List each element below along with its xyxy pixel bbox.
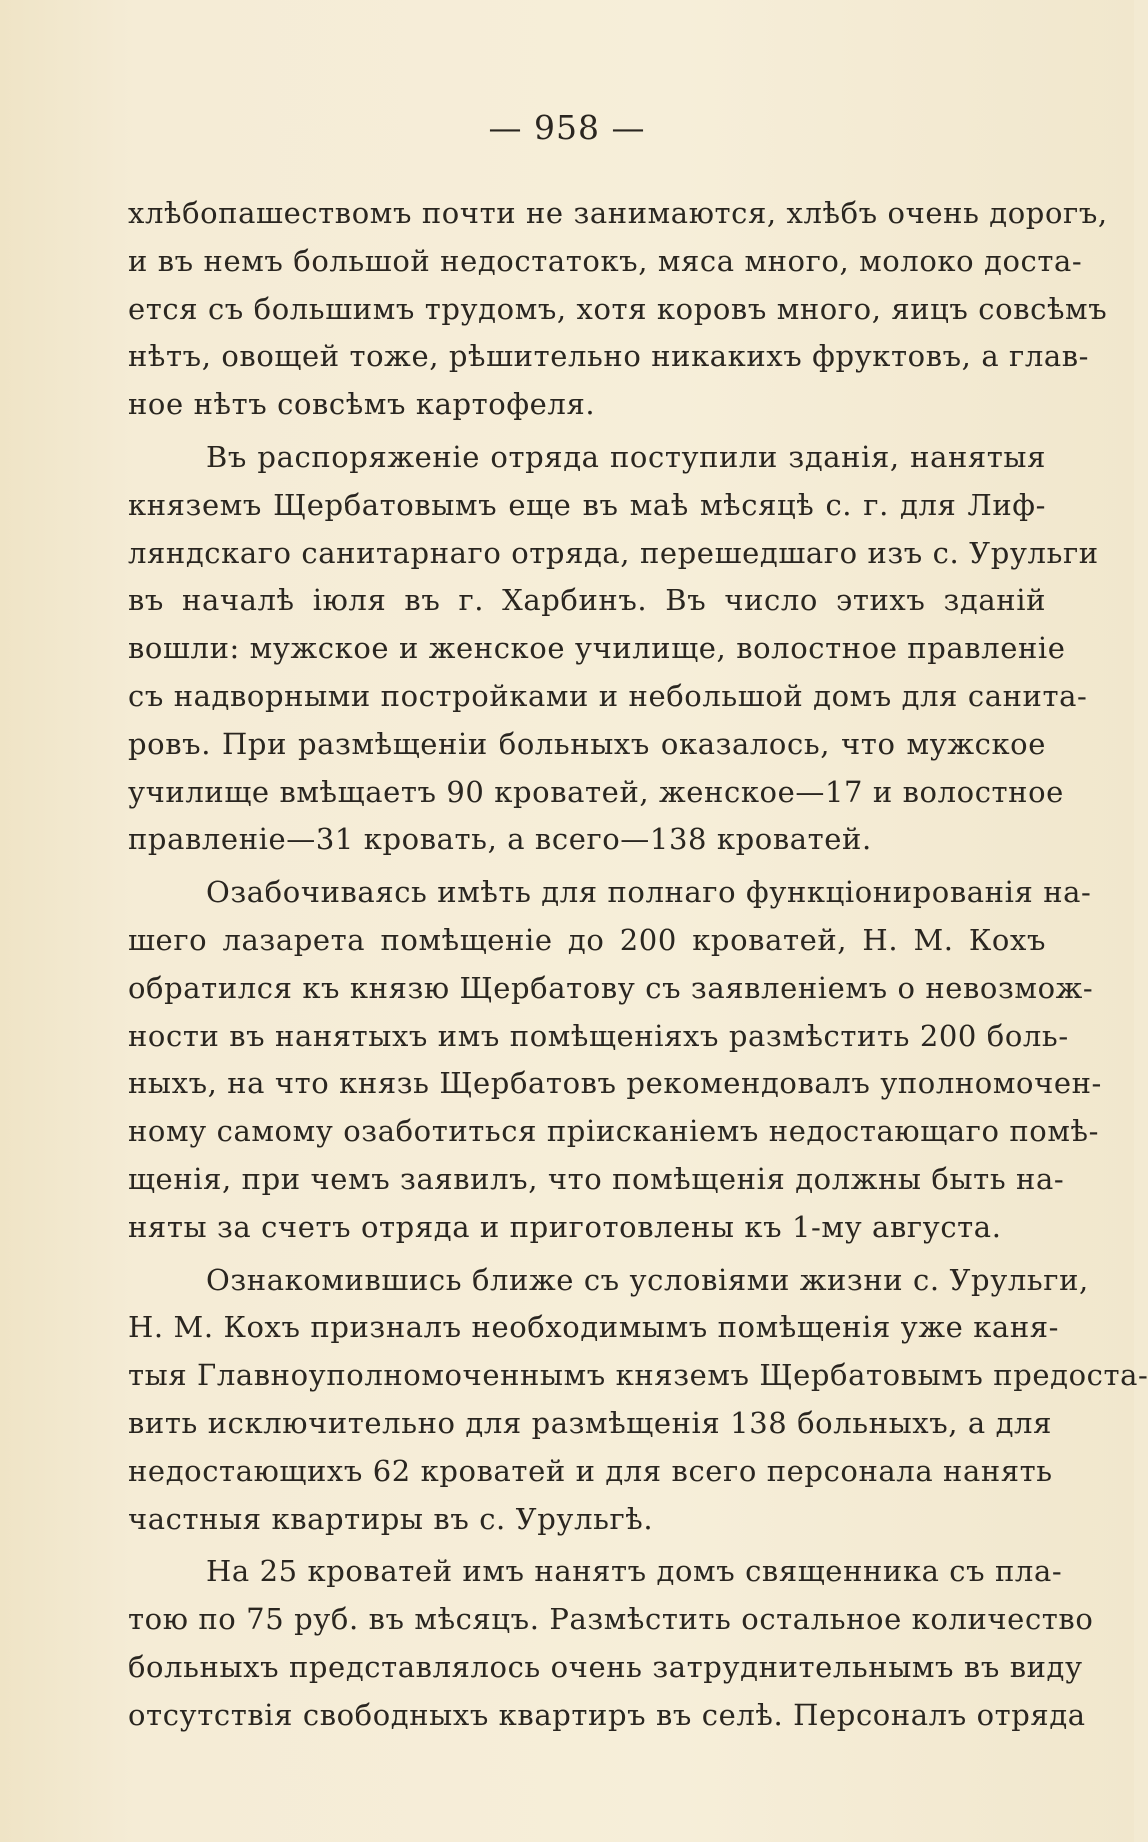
paragraph-1 — [128, 190, 1108, 429]
page-number: — 958 — — [488, 108, 646, 147]
text-line: хлѣбопашествомъ почти не занимаются, хлѣбъ очень дорогъ, — [128, 196, 1108, 230]
text-line: ляндскаго санитарнаго отряда, перешедшаго изъ с. Урульги — [128, 535, 1099, 570]
text-line: въ началѣ іюля въ г. Харбинъ. Въ число этихъ зданій — [128, 583, 1046, 618]
paragraph-3 — [128, 869, 1102, 1251]
text-line: обратился къ князю Щербатову съ заявленіемъ о невозмож- — [128, 970, 1094, 1005]
text-line: и въ немъ большой недостатокъ, мяса много, молоко доста- — [128, 243, 1083, 278]
text-line: шего лазарета помѣщеніе до 200 кроватей, Н. М. Кохъ — [128, 922, 1046, 957]
text-line: нѣтъ, овощей тоже, рѣшительно никакихъ фруктовъ, а глав- — [128, 339, 1090, 374]
text-line: тыя Главноуполномоченнымъ княземъ Щербатовымъ предоста- — [128, 1358, 1148, 1393]
text-line: няты за счетъ отряда и приготовлены къ 1-му августа. — [128, 1209, 1002, 1244]
text-line: княземъ Щербатовымъ еще въ маѣ мѣсяцѣ с. г. для Лиф- — [128, 487, 1046, 522]
text-line: Н. М. Кохъ призналъ необходимымъ помѣщенія уже каня- — [128, 1310, 1060, 1345]
text-line: ному самому озаботиться пріисканіемъ недостающаго помѣ- — [128, 1114, 1099, 1149]
text-line: ныхъ, на что князь Щербатовъ рекомендовалъ уполномочен- — [128, 1066, 1102, 1101]
paragraph-2 — [128, 434, 1099, 864]
text-line: ное нѣтъ совсѣмъ картофеля. — [128, 387, 596, 422]
text-line: На 25 кроватей имъ нанятъ домъ священника съ пла- — [206, 1554, 1063, 1589]
text-line: Въ распоряженіе отряда поступили зданія, нанятыя — [206, 439, 1046, 474]
text-line: ности въ нанятыхъ имъ помѣщеніяхъ размѣстить 200 боль- — [128, 1018, 1069, 1053]
text-line: училище вмѣщаетъ 90 кроватей, женское—17 и волостное — [128, 774, 1064, 809]
text-line: больныхъ представлялось очень затруднительнымъ въ виду — [128, 1649, 1083, 1684]
text-line: тою по 75 руб. въ мѣсяцъ. Размѣстить остальное количество — [128, 1602, 1094, 1637]
text-line: ровъ. При размѣщеніи больныхъ оказалось, что мужское — [128, 726, 1046, 761]
text-line: вошли: мужское и женское училище, волостное правленіе — [128, 631, 1066, 666]
body-text — [128, 190, 1148, 1740]
paragraph-5 — [128, 1548, 1094, 1739]
text-line: правленіе—31 кровать, а всего—138 кроватей. — [128, 822, 872, 857]
text-line: Ознакомившись ближе съ условіями жизни с. Урульги, — [206, 1262, 1089, 1297]
text-line: щенія, при чемъ заявилъ, что помѣщенія должны быть на- — [128, 1161, 1065, 1196]
text-line: частныя квартиры въ с. Урульгѣ. — [128, 1501, 654, 1536]
text-line: ется съ большимъ трудомъ, хотя коровъ много, яицъ совсѣмъ — [128, 291, 1108, 326]
text-line: недостающихъ 62 кроватей и для всего персонала нанять — [128, 1453, 1053, 1488]
text-line: отсутствія свободныхъ квартиръ въ селѣ. Персоналъ отряда — [128, 1697, 1086, 1732]
text-line: Озабочиваясь имѣть для полнаго функціонированія на- — [206, 875, 1092, 910]
paragraph-4 — [128, 1257, 1148, 1544]
text-line: вить исключительно для размѣщенія 138 больныхъ, а для — [128, 1405, 1052, 1440]
text-line: съ надворными постройками и небольшой домъ для санита- — [128, 678, 1088, 713]
